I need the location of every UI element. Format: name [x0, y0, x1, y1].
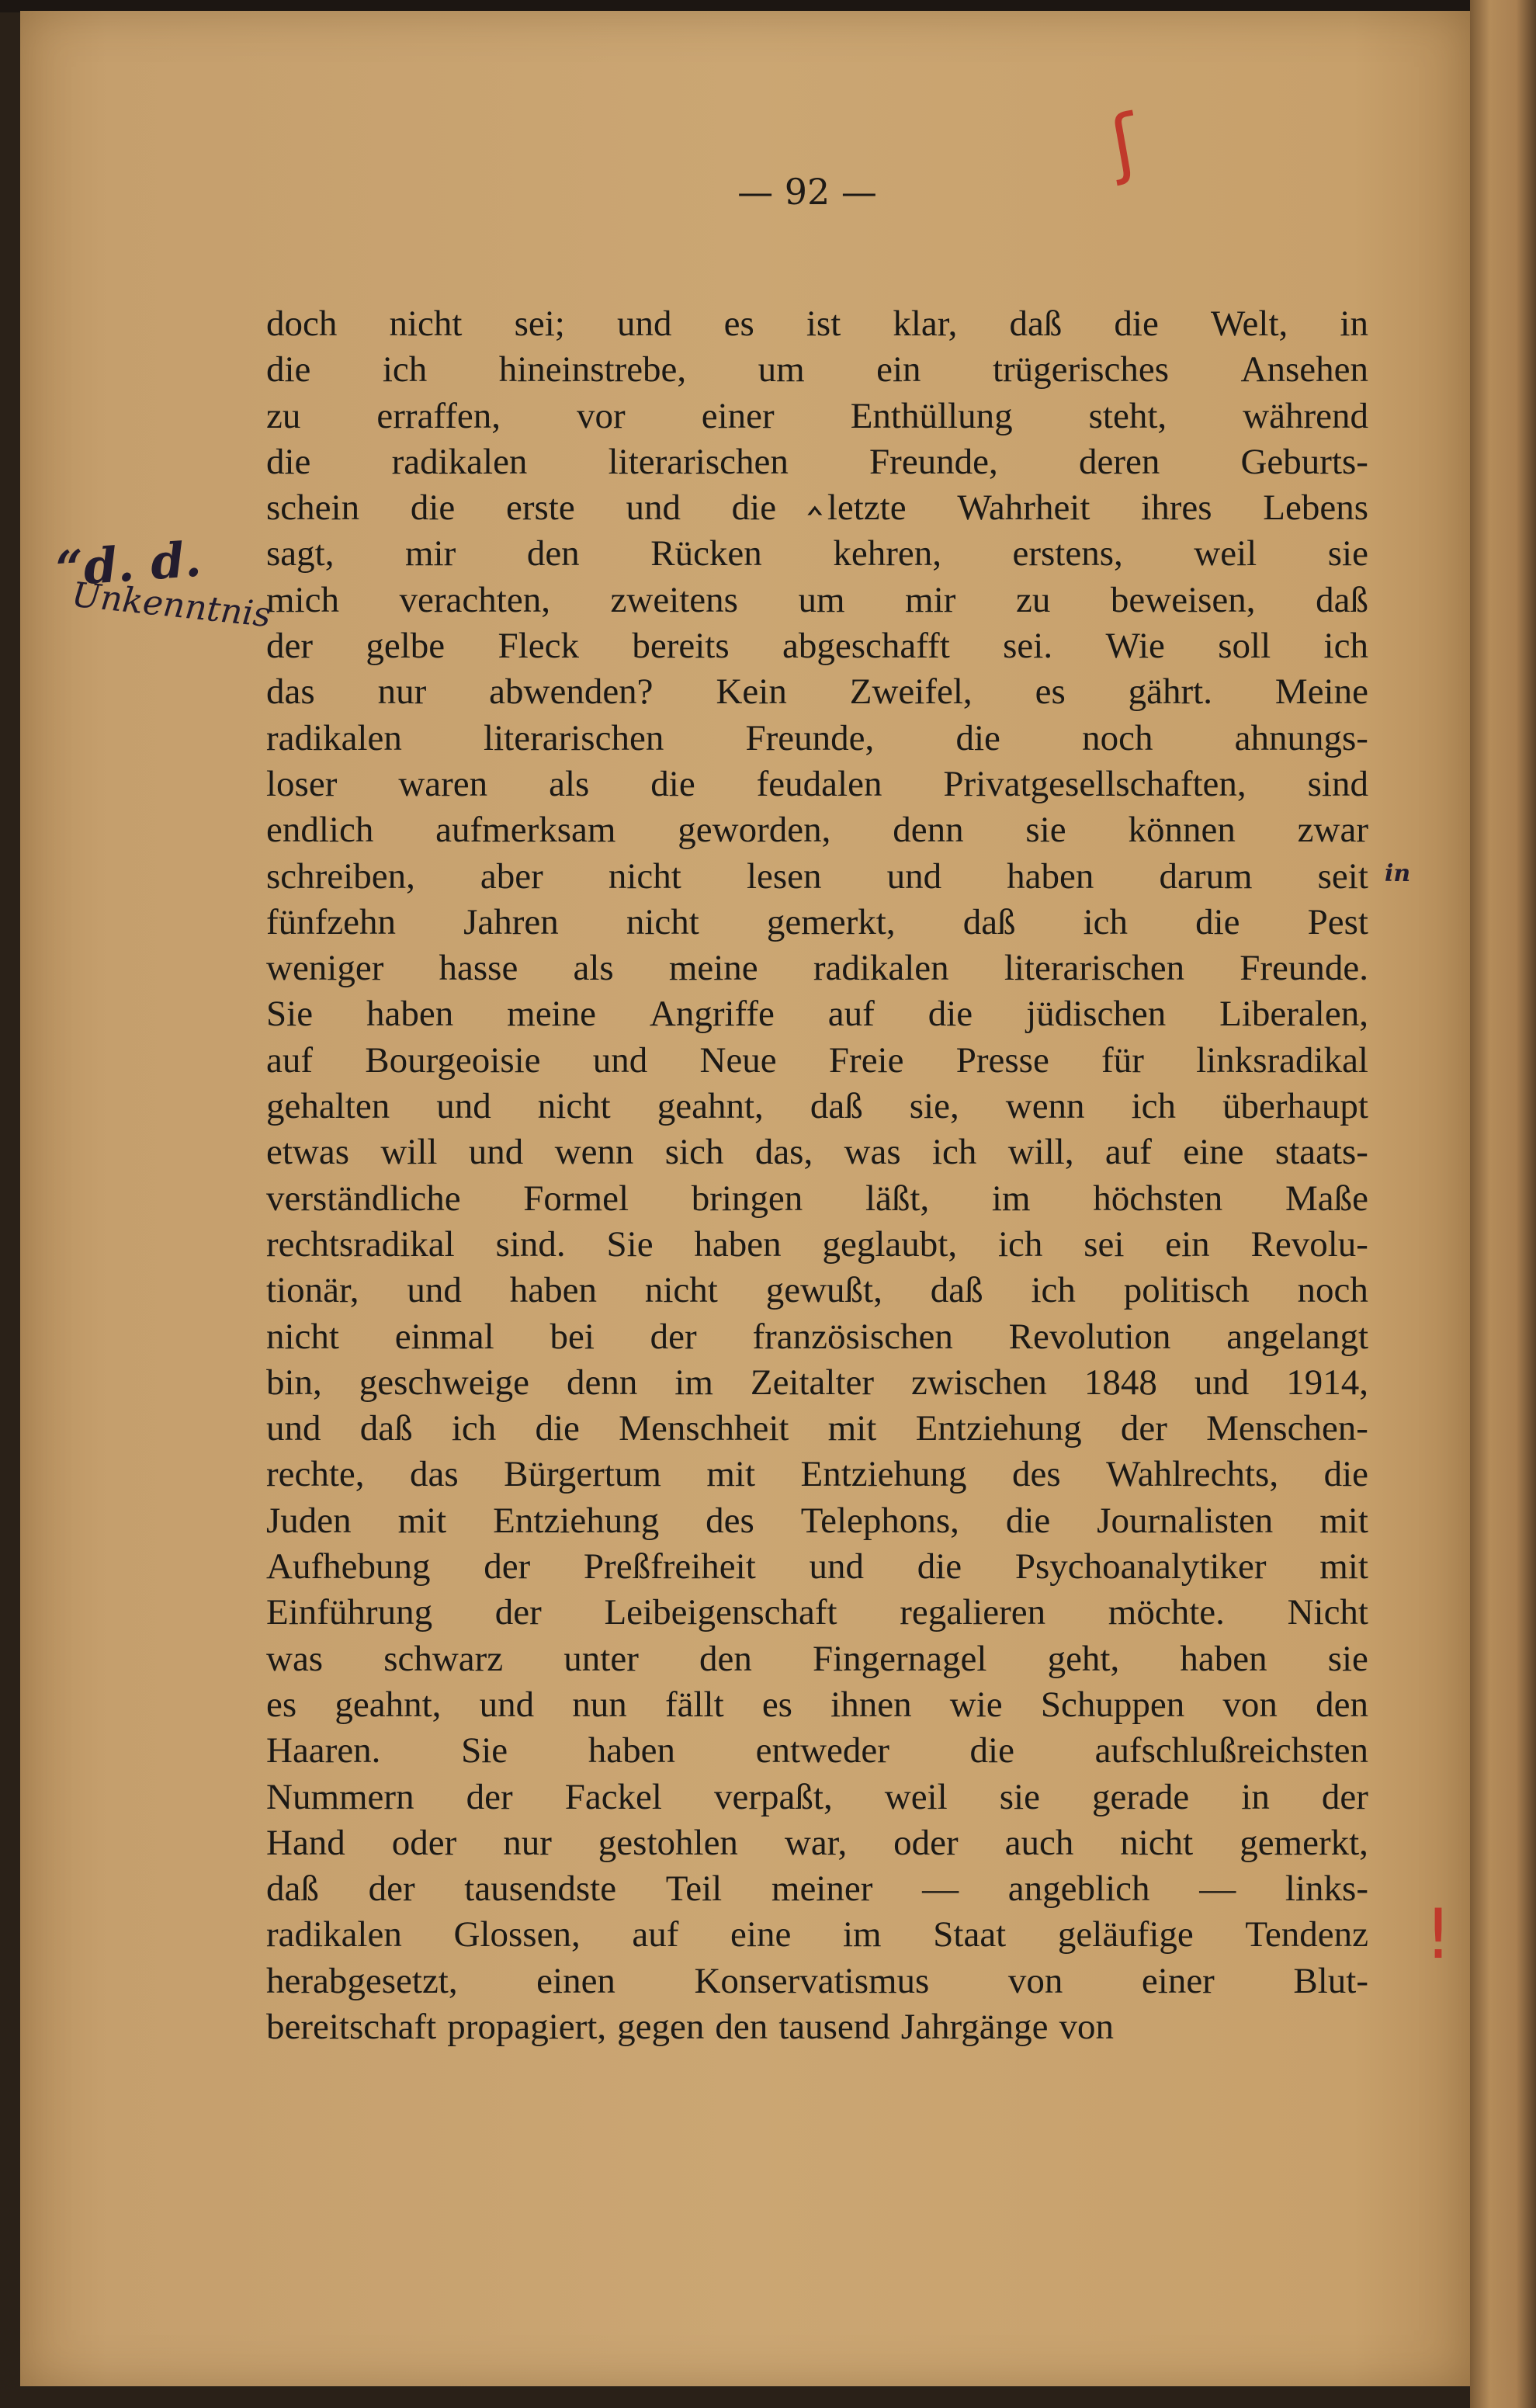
text-line: Hand oder nur gestohlen war, oder auch nicht gemerkt, — [266, 1822, 1368, 1863]
text-line: Juden mit Entziehung des Telephons, die Journalisten mit — [266, 1500, 1368, 1541]
text-line: die ich hineinstrebe, um ein trügerisches Ansehen — [266, 349, 1368, 390]
text-line: auf Bourgeoisie und Neue Freie Presse für linksradikal — [266, 1039, 1368, 1081]
text-line: mich verachten, zweitens um mir zu beweisen, daß — [266, 579, 1368, 620]
text-line: sagt, mir den Rücken kehren, erstens, weil sie — [266, 533, 1368, 574]
text-line: und daß ich die Menschheit mit Entziehung der Menschen- — [266, 1408, 1368, 1449]
text-line: schein die erste und die letzte Wahrheit ihres Lebens — [266, 487, 1368, 529]
text-line: das nur abwenden? Kein Zweifel, es gährt. Meine — [266, 671, 1368, 713]
text-line: es geahnt, und nun fällt es ihnen wie Schuppen von den — [266, 1684, 1368, 1725]
next-page-edge — [1470, 0, 1536, 2408]
handwritten-margin-note-second-line: Unkenntnis — [70, 574, 273, 636]
text-line: Nummern der Fackel verpaßt, weil sie gerade in der — [266, 1776, 1368, 1817]
text-line: zu erraffen, vor einer Enthüllung steht, während — [266, 395, 1368, 436]
text-line: bereitschaft propagiert, gegen den tausend Jahrgänge von — [266, 2006, 1114, 2047]
handwritten-margin-note: “d. d. — [54, 530, 203, 598]
text-line: verständliche Formel bringen läßt, im höchsten Maße — [266, 1178, 1368, 1219]
text-line: die radikalen literarischen Freunde, deren Geburts- — [266, 441, 1368, 482]
handwritten-correction-in: in — [1385, 860, 1411, 887]
text-line: Einführung der Leibeigenschaft regalieren möchte. Nicht — [266, 1592, 1368, 1633]
text-line: der gelbe Fleck bereits abgeschafft sei. Wie soll ich — [266, 626, 1368, 667]
text-line: daß der tausendste Teil meiner — angeblich — links- — [266, 1868, 1368, 1910]
text-line: weniger hasse als meine radikalen literarischen Freunde. — [266, 948, 1368, 989]
text-line: bin, geschweige denn im Zeitalter zwischen 1848 und 1914, — [266, 1362, 1368, 1403]
text-line: Haaren. Sie haben entweder die aufschlußreichsten — [266, 1730, 1368, 1771]
red-pencil-mark-side: ǃ — [1428, 1894, 1448, 1974]
text-line: rechte, das Bürgertum mit Entziehung des Wahlrechts, die — [266, 1454, 1368, 1495]
text-line: etwas will und wenn sich das, was ich will, auf eine staats- — [266, 1132, 1368, 1173]
text-line: radikalen Glossen, auf eine im Staat geläufige Tendenz — [266, 1914, 1368, 1955]
text-line: nicht einmal bei der französischen Revolution angelangt — [266, 1316, 1368, 1357]
text-line: gehalten und nicht geahnt, daß sie, wenn ich überhaupt — [266, 1086, 1368, 1127]
text-line: herabgesetzt, einen Konservatismus von einer Blut- — [266, 1960, 1368, 2001]
text-line: Sie haben meine Angriffe auf die jüdischen Liberalen, — [266, 994, 1368, 1035]
text-line: rechtsradikal sind. Sie haben geglaubt, ich sei ein Revolu- — [266, 1223, 1368, 1265]
text-line: doch nicht sei; und es ist klar, daß die Welt, in — [266, 304, 1368, 344]
red-pencil-mark-top: ʃ — [1104, 98, 1144, 188]
text-line: endlich aufmerksam geworden, denn sie können zwar — [266, 810, 1368, 851]
insertion-caret-mark: ‸ — [807, 463, 823, 515]
text-line: was schwarz unter den Fingernagel geht, haben sie — [266, 1638, 1368, 1679]
text-line: tionär, und haben nicht gewußt, daß ich politisch noch — [266, 1270, 1368, 1311]
text-line: loser waren als die feudalen Privatgesellschaften, sind — [266, 763, 1368, 804]
text-line: radikalen literarischen Freunde, die noch ahnungs- — [266, 717, 1368, 758]
body-text — [266, 301, 1368, 2050]
text-line: fünfzehn Jahren nicht gemerkt, daß ich die Pest — [266, 901, 1368, 942]
text-line: schreiben, aber nicht lesen und haben darum seit — [266, 855, 1368, 897]
page-number: — 92 — — [737, 171, 877, 213]
text-line: Aufhebung der Preßfreiheit und die Psychoanalytiker mit — [266, 1546, 1368, 1587]
